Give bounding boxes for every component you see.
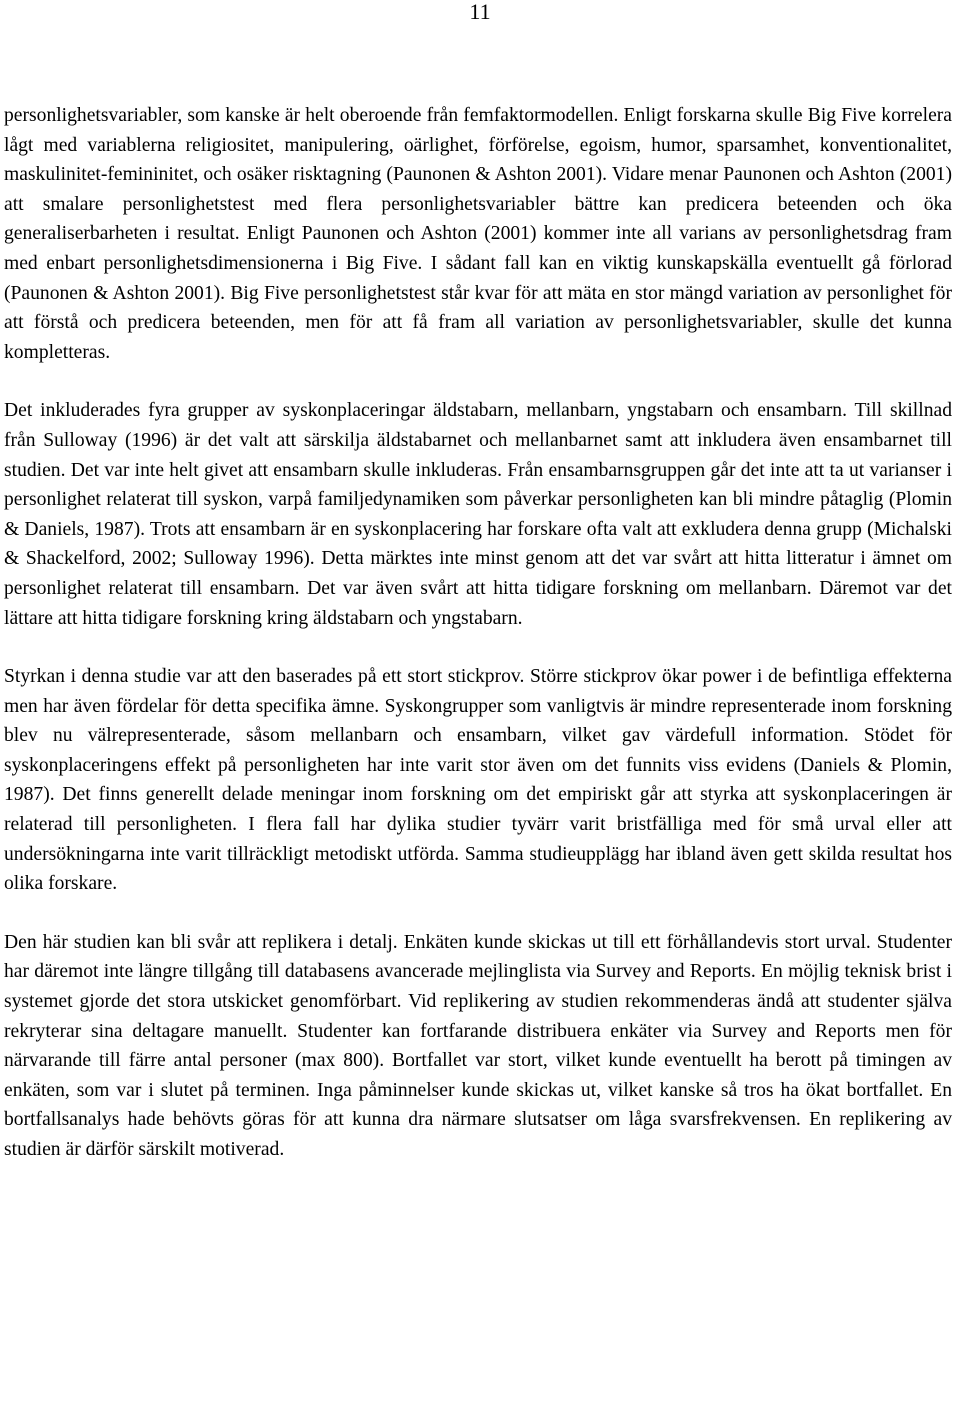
paragraph-sibling-groups: Det inkluderades fyra grupper av syskonplaceringar äldstabarn, mellanbarn, yngstabarn och ensambarn. Till skillnad från Sulloway (1996) är det valt att särskilja äldstabarnet och mellanbarnet samt att inkludera även ensambarnet till studien. Det var inte helt givet att ensambarn skulle inkluderas. Från ensambarnsgruppen går det inte att ta ut varianser i personlighet relaterat till syskon, varpå familjedynamiken som påverkar personligheten kan bli mindre påtaglig (Plomin & Daniels, 1987). Trots att ensambarn är en syskonplacering har forskare ofta valt att exkludera denna grupp (Michalski & Shackelford, 2002; Sulloway 1996). Detta märktes inte minst genom att det var svårt att hitta litteratur i ämnet om personlighet relaterat till ensambarn. Det var även svårt att hitta tidigare forskning om mellanbarn. Däremot var det lättare att hitta tidigare forskning kring äldstabarn och yngstabarn.: [4, 400, 952, 629]
paragraph-big-five-limitations: personlighetsvariabler, som kanske är helt oberoende från femfaktormodellen. Enligt forskarna skulle Big Five korrelera lågt med variablerna religiositet, manipulering, oärlighet, förförelse, egoism, humor, sparsamhet, konventionalitet, maskulinitet-femininitet, och osäker risktagning (Paunonen & Ashton 2001). Vidare menar Paunonen och Ashton (2001) att smalare personlighetstest med flera personlighetsvariabler bättre kan predicera beteenden och öka generaliserbarheten i resultat. Enligt Paunonen och Ashton (2001) kommer inte all varians av personlighetsdrag fram med enbart personlighetsdimensionerna i Big Five. I sådant fall kan en viktig kunskapskälla eventuellt gå förlorad (Paunonen & Ashton 2001). Big Five personlighetstest står kvar för att mäta en stor mängd variation av personlighet för att förstå och predicera beteenden, men för att få fram all variation av personlighetsvariabler, skulle det kunna kompletteras.: [4, 105, 952, 363]
body-text: [4, 101, 952, 1165]
paragraph-study-strengths: Styrkan i denna studie var att den baserades på ett stort stickprov. Större stickprov ökar power i de befintliga effekterna men har även fördelar för detta specifika ämne. Syskongrupper som vanligtvis är mindre representerade inom forskning blev nu välrepresenterade, såsom mellanbarn och ensambarn, vilket gav värdefull information. Stödet för syskonplaceringens effekt på personligheten har inte varit stor även om det funnits viss evidens (Daniels & Plomin, 1987). Det finns generellt delade meningar inom forskning om det empiriskt går att styrka att syskonplaceringen är relaterad till personligheten. I flera fall har dylika studier tyvärr varit bristfälliga med för små urval eller att undersökningarna inte varit tillräckligt metodiskt utförda. Samma studieupplägg har ibland även gett skilda resultat hos olika forskare.: [4, 666, 952, 895]
paragraph-replication: Den här studien kan bli svår att replikera i detalj. Enkäten kunde skickas ut till ett förhållandevis stort urval. Studenter har däremot inte längre tillgång till databasens avancerade mejlinglista via Survey and Reports. En möjlig teknisk brist i systemet gjorde det stora utskicket genomförbart. Vid replikering av studien rekommenderas ändå att studenter själva rekryterar sina deltagare manuellt. Studenter kan fortfarande distribuera enkäter via Survey and Reports men för närvarande till färre antal personer (max 800). Bortfallet var stort, vilket kunde eventuellt ha berott på timingen av enkäten, som var i slutet på terminen. Inga påminnelser kunde skickas ut, vilket kanske så tros ha ökat bortfallet. En bortfallsanalys hade behövts göras för att kunna dra närmare slutsatser om låga svarsfrekvensen. En replikering av studien är därför särskilt motiverad.: [4, 931, 952, 1160]
page-number: 11: [469, 0, 491, 24]
